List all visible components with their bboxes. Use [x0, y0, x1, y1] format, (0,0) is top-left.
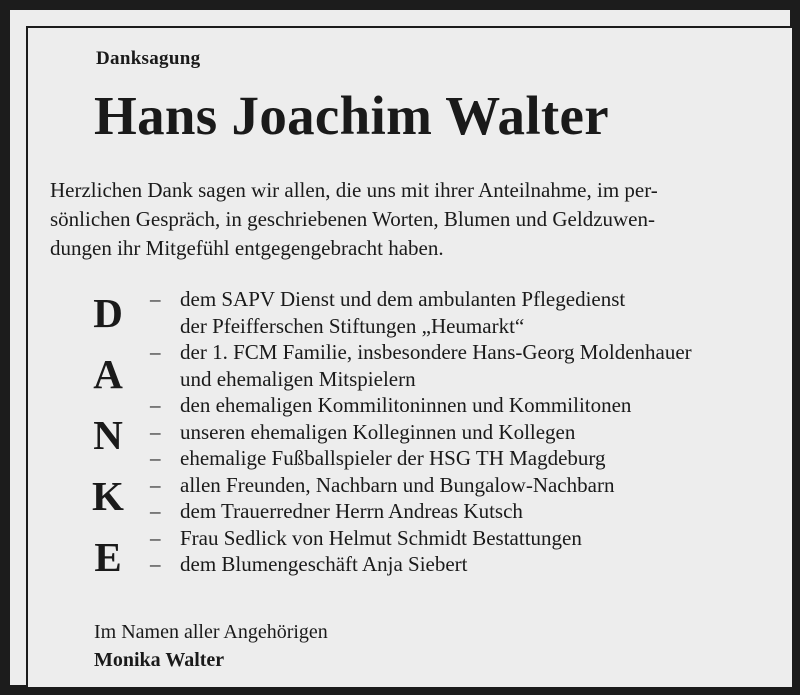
list-item-text: den ehemaligen Kommilitoninnen und Kommilitonen: [180, 393, 632, 417]
list-item-continuation: der Pfeifferschen Stiftungen „Heumarkt“: [180, 313, 525, 338]
danke-letter: K: [92, 473, 124, 519]
list-item: [150, 445, 692, 472]
list-item: [150, 498, 692, 525]
intro-paragraph: [50, 176, 768, 263]
danke-letter: E: [94, 534, 122, 580]
list-item: [150, 286, 692, 313]
closing-block: [94, 618, 328, 674]
danke-vertical-word: [82, 283, 134, 588]
dash: –: [150, 287, 161, 311]
list-item: [150, 525, 692, 552]
dash: –: [150, 552, 161, 576]
list-item: [150, 392, 692, 419]
notice-inner-frame: [26, 26, 794, 689]
thanks-list: [150, 286, 692, 578]
intro-line: Herzlichen Dank sagen wir allen, die uns mit ihrer Anteilnahme, im per-: [50, 178, 658, 202]
signature: Monika Walter: [94, 649, 225, 671]
list-item-text: allen Freunden, Nachbarn und Bungalow-Nachbarn: [180, 472, 615, 497]
dash: –: [150, 499, 161, 523]
list-item-text: dem Trauerredner Herrn Andreas Kutsch: [180, 499, 523, 523]
dash: –: [150, 419, 161, 444]
intro-line: sönlichen Gespräch, in geschriebenen Worten, Blumen und Geldzuwen-: [50, 207, 655, 231]
dash: –: [150, 525, 161, 550]
list-item-text: ehemalige Fußballspieler der HSG TH Magdeburg: [180, 446, 606, 470]
deceased-name: Hans Joachim Walter: [94, 85, 609, 146]
closing-line: Im Namen aller Angehörigen: [94, 621, 328, 643]
list-item: [150, 472, 692, 499]
dash: –: [150, 393, 161, 417]
dash: –: [150, 340, 161, 364]
danke-letter: N: [93, 412, 123, 458]
list-item-text: dem Blumengeschäft Anja Siebert: [180, 552, 468, 576]
list-item-continuation: und ehemaligen Mitspielern: [180, 366, 416, 391]
list-item-text: unseren ehemaligen Kolleginnen und Kollegen: [180, 419, 576, 444]
dash: –: [150, 472, 161, 497]
list-item: [150, 339, 692, 366]
list-item: [150, 551, 692, 578]
list-item-text: der 1. FCM Familie, insbesondere Hans-Georg Moldenhauer: [180, 340, 692, 364]
notice-heading: Danksagung: [96, 48, 201, 69]
dash: –: [150, 446, 161, 470]
intro-line: dungen ihr Mitgefühl entgegengebracht haben.: [50, 236, 444, 260]
list-item-text: Frau Sedlick von Helmut Schmidt Bestattungen: [180, 525, 582, 550]
list-item: [150, 419, 692, 446]
danke-letter: A: [93, 351, 123, 397]
list-item-text: dem SAPV Dienst und dem ambulanten Pflegedienst: [180, 287, 626, 311]
danke-letter: D: [93, 290, 123, 336]
